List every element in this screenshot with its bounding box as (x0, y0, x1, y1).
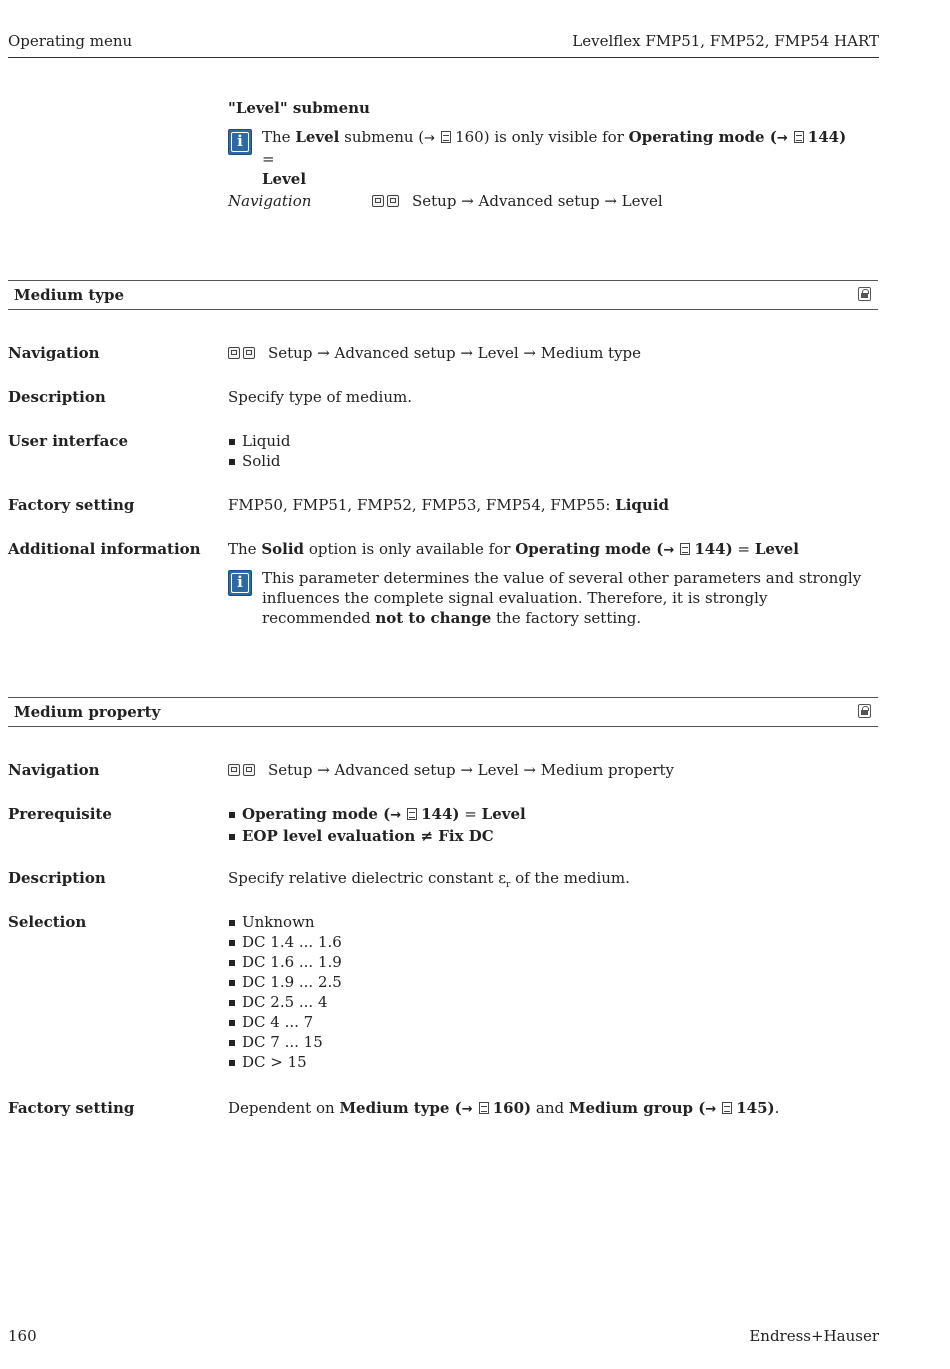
level-nav-value: Setup → Advanced setup → Level (372, 191, 663, 212)
mp-prerequisite-label: Prerequisite (8, 805, 112, 823)
page-ref-icon (479, 1102, 489, 1114)
mp-navigation-label: Navigation (8, 761, 100, 779)
keypad-icon (228, 344, 258, 364)
lock-icon (858, 704, 871, 718)
footer-brand: Endress+Hauser (749, 1327, 879, 1345)
info-icon: i (228, 129, 252, 155)
mp-description-label: Description (8, 869, 106, 887)
list-item: DC 1.9 ... 2.5 (228, 972, 878, 992)
mt-description-label: Description (8, 388, 106, 406)
mt-user-interface-label: User interface (8, 432, 129, 450)
mt-description-value: Specify type of medium. (228, 388, 412, 406)
mp-factory-setting-value: Dependent on Medium type (→ 160) and Medium group (→ 145). (228, 1099, 780, 1117)
mt-additional-info-value: The Solid option is only available for Operating mode (→ 144) = Level (228, 540, 799, 558)
page-ref-icon (680, 543, 690, 555)
header-rule (8, 57, 879, 58)
list-item: DC 4 ... 7 (228, 1012, 878, 1032)
page-ref-icon (794, 131, 804, 143)
header-section-title: Operating menu (8, 32, 133, 50)
page-ref-icon (722, 1102, 732, 1114)
mt-additional-info-note: This parameter determines the value of several other parameters and strongly influences the complete signal evaluation. Therefore, it is strongly recommended not to change the factory setting. (262, 569, 862, 627)
lock-icon (858, 287, 871, 301)
list-item: DC 1.4 ... 1.6 (228, 932, 878, 952)
mt-navigation-value: Setup → Advanced setup → Level → Medium type (228, 343, 878, 364)
list-item: EOP level evaluation ≠ Fix DC (228, 826, 878, 846)
list-item: DC 7 ... 15 (228, 1032, 878, 1052)
mp-description-value: Specify relative dielectric constant $\varepsilon_r$ of the medium. (228, 869, 630, 890)
page-ref-icon (407, 808, 417, 820)
list-item: Liquid (228, 431, 878, 451)
page-number: 160 (8, 1327, 37, 1345)
keypad-icon (228, 761, 258, 781)
level-nav-label: Navigation (228, 192, 312, 210)
list-item: Solid (228, 451, 878, 471)
mp-selection-list (228, 912, 878, 1072)
level-submenu-note: The Level submenu (→ 160) is only visible for Operating mode (→ 144) = Level (262, 128, 847, 188)
level-submenu-title: "Level" submenu (228, 99, 370, 117)
mp-selection-label: Selection (8, 913, 87, 931)
mt-navigation-label: Navigation (8, 344, 100, 362)
list-item: DC > 15 (228, 1052, 878, 1072)
mt-factory-setting-label: Factory setting (8, 496, 135, 514)
medium-type-title: Medium type (14, 286, 125, 304)
mp-factory-setting-label: Factory setting (8, 1099, 135, 1117)
list-item: Unknown (228, 912, 878, 932)
info-icon: i (228, 570, 252, 596)
medium-property-title: Medium property (14, 703, 161, 721)
list-item: DC 2.5 ... 4 (228, 992, 878, 1012)
header-product-title: Levelflex FMP51, FMP52, FMP54 HART (572, 32, 879, 50)
mp-navigation-value: Setup → Advanced setup → Level → Medium property (228, 760, 878, 781)
list-item: DC 1.6 ... 1.9 (228, 952, 878, 972)
keypad-icon (372, 192, 402, 212)
medium-property-header (8, 697, 878, 727)
mt-additional-info-label: Additional information (8, 540, 201, 558)
mt-user-interface-list (228, 431, 878, 471)
list-item: Operating mode (→ 144) = Level (228, 804, 878, 826)
medium-type-header (8, 280, 878, 310)
page-ref-icon (441, 131, 451, 143)
mp-prerequisite-list (228, 804, 878, 846)
mt-factory-setting-value: FMP50, FMP51, FMP52, FMP53, FMP54, FMP55: Liquid (228, 496, 670, 514)
